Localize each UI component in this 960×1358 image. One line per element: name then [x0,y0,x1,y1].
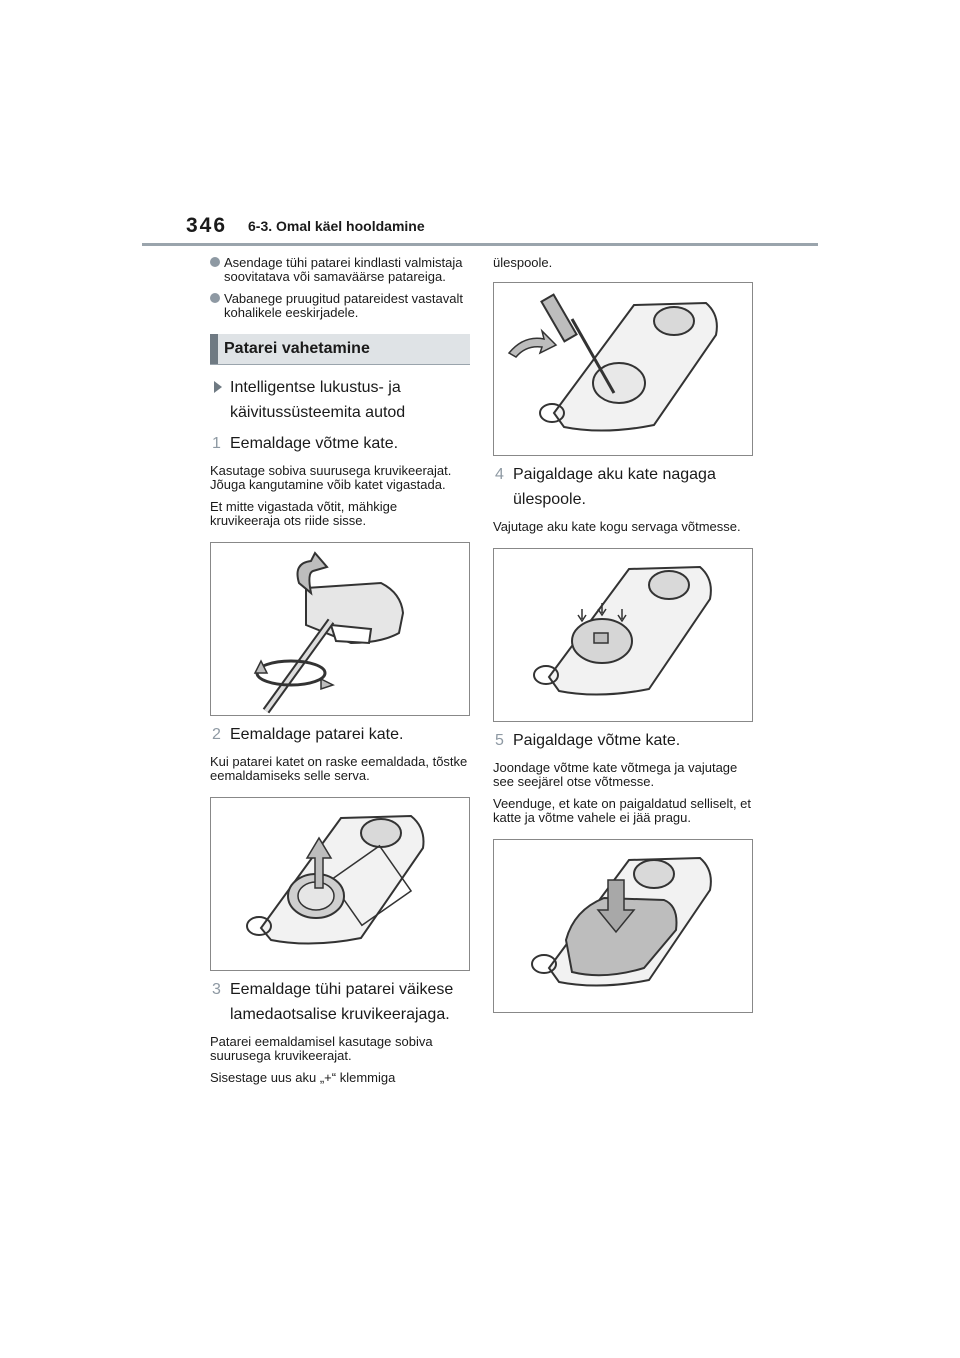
right-column [493,256,753,1013]
header-rule [142,243,818,246]
step-number: 4 [495,466,504,483]
step-text: Paigaldage aku kate nagaga ülespoole. [513,466,716,508]
figure-remove-battery-cover [210,797,470,971]
step-note: Vajutage aku kate kogu servaga võtmesse. [493,519,741,534]
bullet-text: Asendage tühi patarei kindlasti valmistaja soovitatava või samaväärse patareiga. [224,255,463,284]
left-column [210,256,470,1085]
step-number: 3 [212,981,221,998]
bullet-dot-icon [210,257,220,267]
step-1 [210,431,470,456]
step-text: Eemaldage patarei kate. [230,726,404,743]
step-number: 2 [212,726,221,743]
step-text: Eemaldage tühi patarei väikese lamedaotsalise kruvikeerajaga. [230,981,454,1023]
bullet-dot-icon [210,293,220,303]
figure-remove-key-cover [210,542,470,716]
section-title: 6-3. Omal käel hooldamine [248,218,425,234]
step-note: Kui patarei katet on raske eemaldada, tõstke eemaldamiseks selle serva. [210,754,468,783]
triangle-arrow-icon [214,381,222,393]
bullet-item [210,256,470,284]
page-number: 346 [186,214,228,237]
figure-remove-battery [493,282,753,456]
section-heading [210,334,470,365]
bullet-text: Vabanege pruugitud patareidest vastavalt kohalikele eeskirjadele. [224,291,463,320]
figure-install-battery-cover [493,548,753,722]
step-2 [210,722,470,747]
step-5 [493,728,753,753]
step-number: 5 [495,732,504,749]
continued-text: ülespoole. [493,255,553,270]
step-text: Eemaldage võtme kate. [230,435,399,452]
heading-accent-bar [210,334,218,364]
step-note: Patarei eemaldamisel kasutage sobiva suurusega kruvikeerajat. [210,1034,433,1063]
step-note: Sisestage uus aku „+“ klemmiga [210,1070,396,1085]
subheading-text: Intelligentse lukustus- ja käivitussüsteemita autod [230,379,406,421]
step-note: Kasutage sobiva suurusega kruvikeerajat. Jõuga kangutamine võib katet vigastada. [210,463,452,492]
step-text: Paigaldage võtme kate. [513,732,681,749]
figure-install-key-cover [493,839,753,1013]
bullet-item [210,292,470,320]
step-3 [210,977,470,1027]
step-note: Joondage võtme kate võtmega ja vajutage see seejärel otse võtmesse. [493,760,738,789]
step-4 [493,462,753,512]
section-heading-text: Patarei vahetamine [224,340,370,357]
subheading [210,375,470,425]
step-number: 1 [212,435,221,452]
step-note: Veenduge, et kate on paigaldatud selliselt, et katte ja võtme vahele ei jää pragu. [493,796,752,825]
step-note: Et mitte vigastada võtit, mähkige kruvikeeraja ots riide sisse. [210,499,398,528]
